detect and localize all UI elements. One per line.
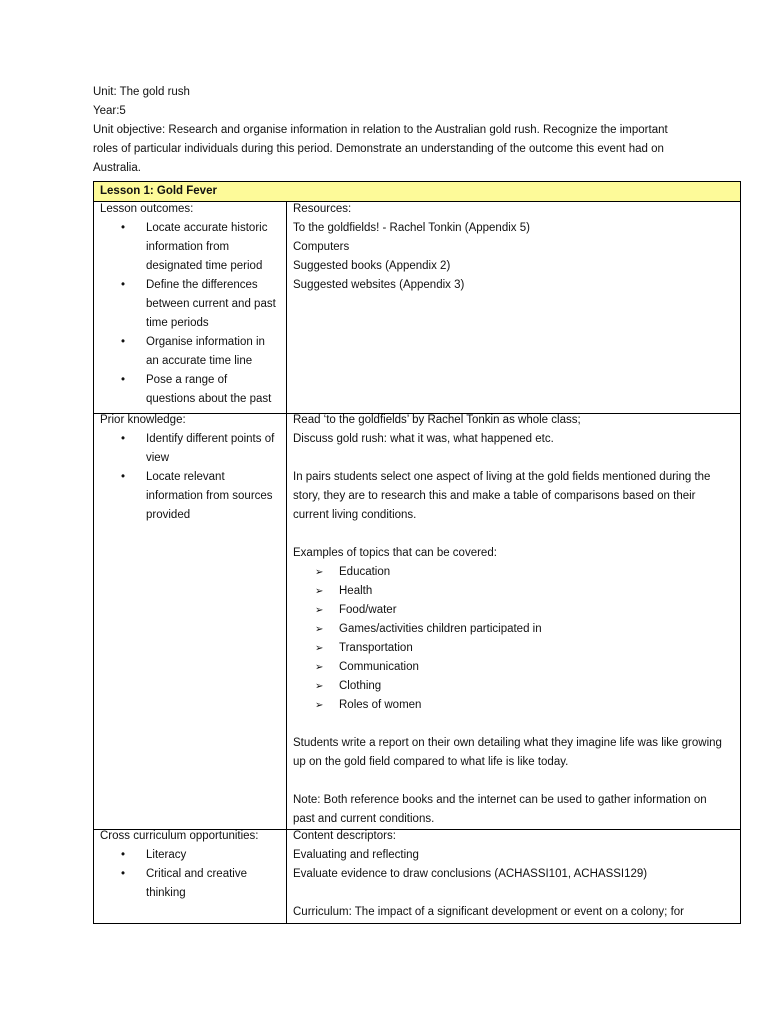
outcome-text: time periods xyxy=(146,317,209,329)
activity-cell xyxy=(293,411,738,829)
outcome-text: designated time period xyxy=(146,260,263,272)
topics-heading: Examples of topics that can be covered: xyxy=(293,547,497,559)
cross-text: • Critical and creative xyxy=(146,868,247,880)
objective-line-3: Australia. xyxy=(93,162,141,174)
resource-item: Suggested websites (Appendix 3) xyxy=(293,279,465,291)
outcome-text: information from xyxy=(146,241,230,253)
list-item: ➢ Roles of women xyxy=(293,696,738,715)
lesson-outcomes-heading: Lesson outcomes: xyxy=(100,203,194,215)
outcome-text: • Pose a range of xyxy=(146,374,228,386)
list-item xyxy=(100,865,284,903)
prior-text: • Locate relevant xyxy=(146,471,225,483)
activity-text: In pairs students select one aspect of living at the gold fields mentioned during the xyxy=(293,471,711,483)
prior-knowledge-heading: Prior knowledge: xyxy=(100,414,186,426)
list-item: ➢ Education xyxy=(293,563,738,582)
list-item: ➢ Communication xyxy=(293,658,738,677)
cross-text: thinking xyxy=(146,887,186,899)
content-descriptors-heading: Content descriptors: xyxy=(293,830,396,842)
prior-text: view xyxy=(146,452,170,464)
cross-curriculum-list xyxy=(100,846,284,903)
list-item xyxy=(100,468,284,525)
list-item: ➢ Games/activities children participated in xyxy=(293,620,738,639)
resource-item: Computers xyxy=(293,241,350,253)
resources-heading: Resources: xyxy=(293,203,352,215)
cross-curriculum-cell xyxy=(100,827,284,903)
activity-text: past and current conditions. xyxy=(293,813,435,825)
activity-text: Note: Both reference books and the internet can be used to gather information on xyxy=(293,794,707,806)
list-item xyxy=(100,276,284,333)
activity-text: story, they are to research this and make a table of comparisons based on their xyxy=(293,490,696,502)
topics-list xyxy=(293,563,738,715)
prior-text: • Identify different points of xyxy=(146,433,275,445)
activity-text: Discuss gold rush: what it was, what happened etc. xyxy=(293,433,554,445)
objective-line-1: Unit objective: Research and organise information in relation to the Australian gold rush. Recognize the important xyxy=(93,124,668,136)
cross-text: • Literacy xyxy=(146,849,187,861)
list-item: ➢ Transportation xyxy=(293,639,738,658)
outcome-text: • Locate accurate historic xyxy=(146,222,268,234)
unit-title: Unit: The gold rush xyxy=(93,86,190,98)
descriptor-text: Evaluate evidence to draw conclusions (ACHASSI101, ACHASSI129) xyxy=(293,868,648,880)
outcomes-list xyxy=(100,219,284,409)
prior-knowledge-list xyxy=(100,430,284,525)
descriptor-text: Evaluating and reflecting xyxy=(293,849,419,861)
resources-cell xyxy=(293,200,733,295)
lesson-table xyxy=(93,181,741,924)
list-item: ➢ Clothing xyxy=(293,677,738,696)
list-item: ➢ Food/water xyxy=(293,601,738,620)
activity-text: Students write a report on their own detailing what they imagine life was like growing xyxy=(293,737,722,749)
activity-text: Read ‘to the goldfields’ by Rachel Tonkin as whole class; xyxy=(293,414,581,426)
prior-knowledge-cell xyxy=(100,411,284,525)
prior-text: information from sources xyxy=(146,490,273,502)
list-item xyxy=(100,371,284,409)
resource-item: Suggested books (Appendix 2) xyxy=(293,260,451,272)
activity-text: up on the gold field compared to what life is like today. xyxy=(293,756,569,768)
outcome-text: questions about the past xyxy=(146,393,272,405)
outcome-text: • Organise information in xyxy=(146,336,265,348)
year-level: Year:5 xyxy=(93,105,126,117)
prior-text: provided xyxy=(146,509,191,521)
curriculum-text: Curriculum: The impact of a significant development or event on a colony; for xyxy=(293,906,684,918)
lesson-title: Lesson 1: Gold Fever xyxy=(94,182,740,202)
list-item xyxy=(100,333,284,371)
list-item xyxy=(100,846,284,865)
list-item: ➢ Health xyxy=(293,582,738,601)
outcome-text: • Define the differences xyxy=(146,279,258,291)
outcome-text: an accurate time line xyxy=(146,355,253,367)
lesson-outcomes-cell xyxy=(100,200,284,409)
activity-text: current living conditions. xyxy=(293,509,417,521)
document-header xyxy=(93,83,693,178)
list-item xyxy=(100,430,284,468)
content-descriptors-cell xyxy=(293,827,738,922)
column-divider xyxy=(286,202,287,923)
outcome-text: between current and past xyxy=(146,298,276,310)
resource-item: To the goldfields! - Rachel Tonkin (Appendix 5) xyxy=(293,222,530,234)
objective-line-2: roles of particular individuals during this period. Demonstrate an understanding of the outcome this event had on xyxy=(93,143,664,155)
list-item xyxy=(100,219,284,276)
cross-curriculum-heading: Cross curriculum opportunities: xyxy=(100,830,259,842)
